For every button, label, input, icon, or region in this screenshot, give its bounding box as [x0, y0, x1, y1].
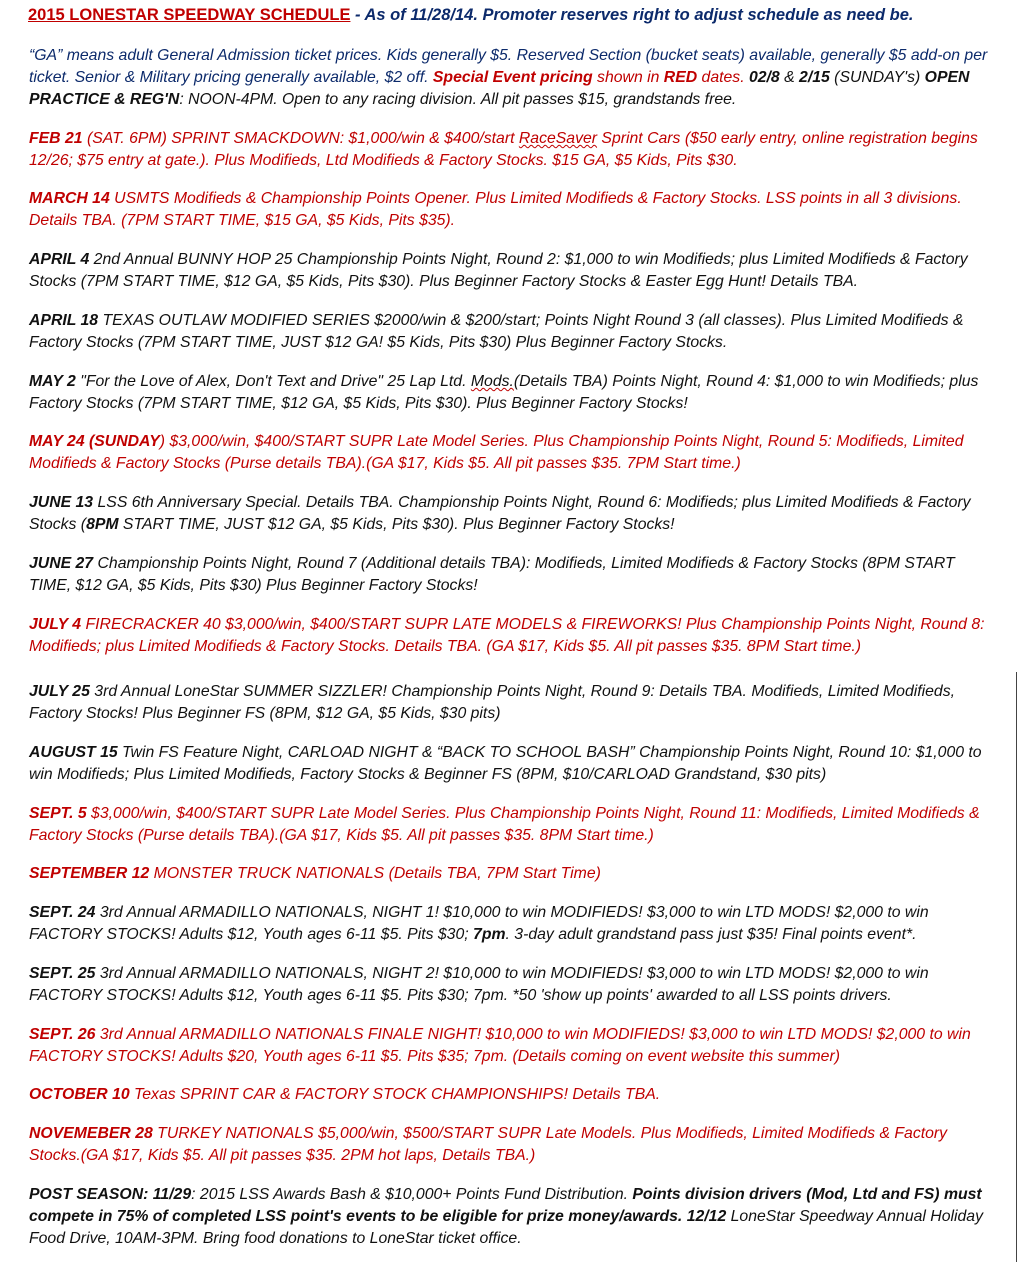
- event-october-10: [29, 1084, 989, 1106]
- event-text-2: (Details TBA) Points Night, Round 4: $1,000 to win Modifieds; plus Factory Stocks (7PM START TIME, $12 GA, $5 Kids, Pits $30). Plus Beginner Factory Stocks!: [29, 373, 979, 412]
- post-season-label: POST SEASON: 11/29: [29, 1186, 192, 1203]
- event-date: JUNE 13: [29, 494, 94, 511]
- page-title: [28, 6, 913, 25]
- event-may-24: [29, 431, 989, 475]
- intro-open-practice: OPEN PRACTICE & REG'N: [29, 69, 970, 108]
- event-feb-21: [29, 128, 989, 172]
- event-sept-25: [29, 963, 989, 1007]
- intro-text-3: dates.: [697, 69, 749, 86]
- event-text-2: START TIME, JUST $12 GA, $5 Kids, Pits $30). Plus Beginner Factory Stocks!: [118, 516, 675, 533]
- intro-sundays: (SUNDAY's): [829, 69, 925, 86]
- event-text-2: Sprint Cars ($50 early entry, online registration begins 12/26; $75 entry at gate.). Plus Modifieds, Ltd Modifieds & Factory Stocks. $15 GA, $5 Kids, Pits $30.: [29, 130, 978, 169]
- event-june-27: [29, 553, 989, 597]
- event-sept-5: [29, 803, 989, 847]
- schedule-subtitle: - As of 11/28/14. Promoter reserves right to adjust schedule as need be.: [350, 6, 914, 24]
- intro-special-event: Special Event pricing: [432, 69, 593, 86]
- intro-paragraph: [29, 45, 989, 111]
- event-date: JUNE 27: [29, 555, 94, 572]
- event-text-bold: 7pm: [473, 926, 506, 943]
- event-date: APRIL 4: [29, 251, 90, 268]
- event-july-25: [29, 681, 989, 725]
- event-text: MONSTER TRUCK NATIONALS (Details TBA, 7PM Start Time): [149, 865, 601, 882]
- event-date: NOVEMEBER 28: [29, 1125, 153, 1142]
- post-season-text: : 2015 LSS Awards Bash & $10,000+ Points Fund Distribution.: [191, 1186, 633, 1203]
- intro-amp: &: [779, 69, 800, 86]
- event-text-underlined: RaceSaver: [518, 130, 598, 147]
- event-date: MARCH 14: [29, 190, 110, 207]
- event-date: SEPT. 25: [29, 965, 96, 982]
- event-date: SEPTEMBER 12: [29, 865, 150, 882]
- event-text: 3rd Annual ARMADILLO NATIONALS, NIGHT 2! $10,000 to win MODIFIEDS! $3,000 to win LTD MODS! $2,000 to win FACTORY STOCKS! Adults $12, Youth ages 6-11 $5. Pits $30; 7pm. *50 'show up points' awarded to all LSS points drivers.: [29, 965, 929, 1004]
- event-text: (SAT. 6PM) SPRINT SMACKDOWN: $1,000/win & $400/start: [82, 130, 519, 147]
- schedule-title: 2015 LONESTAR SPEEDWAY SCHEDULE: [28, 6, 351, 24]
- event-sept-24: [29, 902, 989, 946]
- intro-date-2: 2/15: [799, 69, 830, 86]
- event-text: 3rd Annual ARMADILLO NATIONALS, NIGHT 1! $10,000 to win MODIFIEDS! $3,000 to win LTD MODS! $2,000 to win FACTORY STOCKS! Adults $12, Youth ages 6-11 $5. Pits $30;: [29, 904, 929, 943]
- event-text: ) $3,000/win, $400/START SUPR Late Model Series. Plus Championship Points Night, Round 5: Modifieds, Limited Modifieds & Factory Stocks (Purse details TBA).(GA $17, Kids $5. All pit passes $35. 7PM Start time.): [29, 433, 964, 472]
- post-season-eligibility: Points division drivers (Mod, Ltd and FS) must compete in 75% of completed LSS point's events to be eligible for prize money/awards. 12/12: [29, 1186, 982, 1225]
- event-date: SEPT. 26: [29, 1026, 96, 1043]
- event-april-18: [29, 310, 989, 354]
- event-text: TEXAS OUTLAW MODIFIED SERIES $2000/win & $200/start; Points Night Round 3 (all classes). Plus Limited Modifieds & Factory Stocks (7PM START TIME, JUST $12 GA! $5 Kids, Pits $30) Plus Beginner Factory Stocks.: [29, 312, 964, 351]
- event-date: AUGUST 15: [29, 744, 118, 761]
- event-text: Texas SPRINT CAR & FACTORY STOCK CHAMPIONSHIPS! Details TBA.: [129, 1086, 661, 1103]
- event-date: SEPT. 24: [29, 904, 96, 921]
- event-text: USMTS Modifieds & Championship Points Opener. Plus Limited Modifieds & Factory Stocks. LSS points in all 3 divisions. Details TBA. (7PM START TIME, $15 GA, $5 Kids, Pits $35).: [29, 190, 962, 229]
- event-text: LSS 6th Anniversary Special. Details TBA. Championship Points Night, Round 6: Modifieds; plus Limited Modifieds & Factory Stocks (: [29, 494, 971, 533]
- event-august-15: [29, 742, 989, 786]
- event-date-day: (SUNDAY: [84, 433, 160, 450]
- event-may-2: [29, 371, 989, 415]
- event-date: MAY 2: [29, 373, 76, 390]
- event-november-28: [29, 1123, 989, 1167]
- event-text: Championship Points Night, Round 7 (Additional details TBA): Modifieds, Limited Modifieds & Factory Stocks (8PM START TIME, $12 GA, $5 Kids, Pits $30) Plus Beginner Factory Stocks!: [29, 555, 955, 594]
- event-march-14: [29, 188, 989, 232]
- intro-red-word: RED: [663, 69, 698, 86]
- event-text: "For the Love of Alex, Don't Text and Drive" 25 Lap Ltd.: [75, 373, 471, 390]
- event-sept-26: [29, 1024, 989, 1068]
- post-season-text-2: LoneStar Speedway Annual Holiday Food Drive, 10AM-3PM. Bring food donations to LoneStar ticket office.: [29, 1208, 983, 1247]
- intro-date-1: 02/8: [748, 69, 780, 86]
- event-date: APRIL 18: [29, 312, 99, 329]
- event-text: FIRECRACKER 40 $3,000/win, $400/START SUPR LATE MODELS & FIREWORKS! Plus Championship Points Night, Round 8: Modifieds; plus Limited Modifieds & Factory Stocks. Details TBA. (GA $17, Kids $5. All pit passes $35. 8PM Start time.): [29, 616, 985, 655]
- event-september-12: [29, 863, 989, 885]
- event-date: FEB 21: [29, 130, 83, 147]
- event-july-4: [29, 614, 989, 658]
- event-text: TURKEY NATIONALS $5,000/win, $500/START SUPR Late Models. Plus Modifieds, Limited Modifieds & Factory Stocks.(GA $17, Kids $5. All pit passes $35. 2PM hot laps, Details TBA.): [29, 1125, 948, 1164]
- event-date: MAY 24: [29, 433, 85, 450]
- intro-text-4: : NOON-4PM. Open to any racing division. All pit passes $15, grandstands free.: [179, 91, 737, 108]
- event-june-13: [29, 492, 989, 536]
- event-date: SEPT. 5: [29, 805, 87, 822]
- event-date: JULY 4: [29, 616, 82, 633]
- event-text-bold: 8PM: [86, 516, 119, 533]
- event-date: JULY 25: [29, 683, 90, 700]
- event-date: OCTOBER 10: [29, 1086, 130, 1103]
- event-text: 3rd Annual ARMADILLO NATIONALS FINALE NIGHT! $10,000 to win MODIFIEDS! $3,000 to win LTD MODS! $2,000 to win FACTORY STOCKS! Adults $20, Youth ages 6-11 $5. Pits $35; 7pm. (Details coming on event website this summer): [29, 1026, 971, 1065]
- event-text: $3,000/win, $400/START SUPR Late Model Series. Plus Championship Points Night, Round 11: Modifieds, Limited Modifieds & Factory Stocks (Purse details TBA).(GA $17, Kids $5. All pit passes $35. 8PM Start time.): [29, 805, 980, 844]
- event-text-underlined: Mods.: [470, 373, 514, 390]
- intro-text: “GA” means adult General Admission ticket prices. Kids generally $5. Reserved Section (bucket seats) available, generally $5 add-on per ticket. Senior & Military pricing generally available, $2 off.: [29, 47, 988, 86]
- event-text: 2nd Annual BUNNY HOP 25 Championship Points Night, Round 2: $1,000 to win Modifieds; plus Limited Modifieds & Factory Stocks (7PM START TIME, $12 GA, $5 Kids, Pits $30). Plus Beginner Factory Stocks & Easter Egg Hunt! Details TBA.: [29, 251, 968, 290]
- event-text-2: . 3-day adult grandstand pass just $35! Final points event*.: [505, 926, 917, 943]
- event-april-4: [29, 249, 989, 293]
- event-text: 3rd Annual LoneStar SUMMER SIZZLER! Championship Points Night, Round 9: Details TBA. Modifieds, Limited Modifieds, Factory Stocks! Plus Beginner FS (8PM, $12 GA, $5 Kids, $30 pits): [29, 683, 956, 722]
- page-edge-line: [1016, 672, 1017, 1262]
- intro-text-2: shown in: [592, 69, 664, 86]
- event-text: Twin FS Feature Night, CARLOAD NIGHT & “BACK TO SCHOOL BASH” Championship Points Night, Round 10: $1,000 to win Modifieds; Plus Limited Modifieds, Factory Stocks & Beginner FS (8PM, $10/CARLOAD Grandstand, $30 pits): [29, 744, 982, 783]
- post-season-paragraph: [29, 1184, 989, 1250]
